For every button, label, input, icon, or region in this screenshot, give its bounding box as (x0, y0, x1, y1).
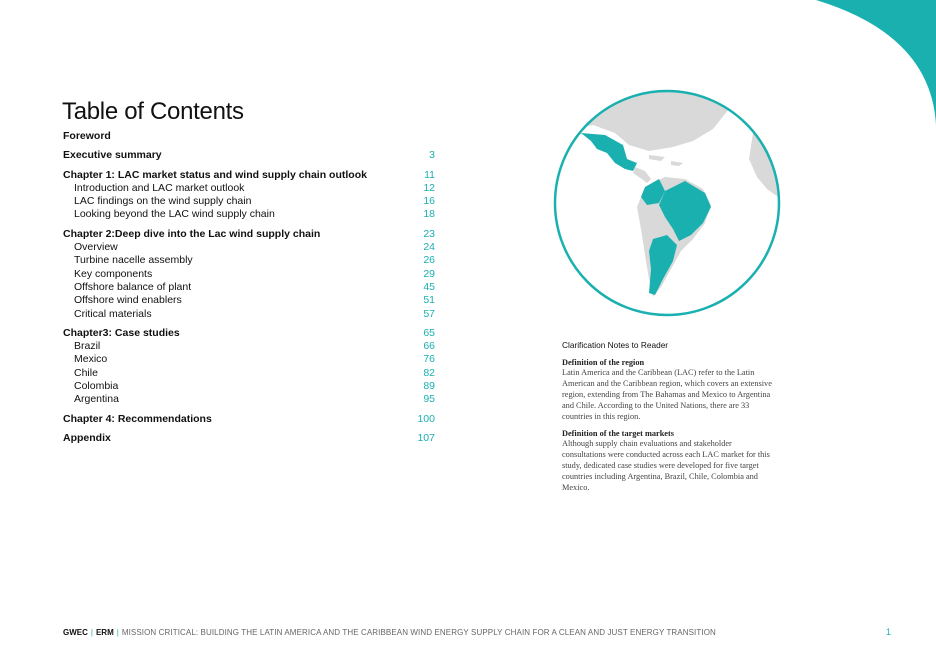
toc-sub-entry[interactable] (63, 268, 435, 281)
toc-sub-entry[interactable] (63, 340, 435, 353)
toc-page-number: 51 (423, 294, 435, 307)
toc-page-number: 100 (417, 412, 435, 425)
toc-page-number: 24 (423, 241, 435, 254)
toc-page-number: 89 (423, 380, 435, 393)
toc-entry-label: Chapter 4: Recommendations (63, 412, 212, 425)
toc-page-number: 66 (423, 340, 435, 353)
page-title: Table of Contents (62, 98, 244, 125)
toc-entry-label: Executive summary (63, 149, 162, 162)
toc-page-number: 57 (423, 307, 435, 320)
page-footer (63, 627, 891, 637)
toc-page-number: 82 (423, 366, 435, 379)
toc-entry-label: Appendix (63, 431, 111, 444)
note-heading-markets: Definition of the target markets (562, 429, 674, 438)
toc-entry-label: Foreword (63, 130, 111, 142)
footer-brand-erm: ERM (95, 627, 114, 637)
toc-sub-entry[interactable] (63, 308, 435, 321)
toc-entry-label: Offshore balance of plant (74, 280, 192, 293)
toc-chapter-entry[interactable] (63, 130, 435, 143)
toc-entry-label: LAC findings on the wind supply chain (74, 195, 252, 208)
toc-entry-label: Chapter 2:Deep dive into the Lac wind supply chain (63, 227, 321, 240)
toc-page-number: 3 (429, 149, 435, 162)
footer-text (63, 628, 716, 637)
toc-entry-label: Chapter3: Case studies (63, 326, 180, 339)
toc-page-number: 65 (423, 326, 435, 339)
toc-sub-entry[interactable] (63, 195, 435, 208)
page-number: 1 (885, 627, 891, 637)
toc-entry-label: Colombia (74, 380, 119, 393)
footer-caption: MISSION CRITICAL: BUILDING THE LATIN AMERICA AND THE CARIBBEAN WIND ENERGY SUPPLY CHAIN FOR A CLEAN AND JUST ENERGY TRANSITION (121, 627, 716, 637)
toc-page-number: 45 (423, 280, 435, 293)
toc-page-number: 95 (423, 393, 435, 406)
toc-sub-entry[interactable] (63, 281, 435, 294)
table-of-contents (63, 130, 435, 445)
toc-sub-entry[interactable] (63, 208, 435, 221)
toc-page-number: 18 (423, 208, 435, 221)
toc-page-number: 12 (423, 181, 435, 194)
toc-entry-label: Introduction and LAC market outlook (74, 181, 245, 194)
footer-separator: | (116, 627, 119, 637)
toc-page-number: 23 (423, 227, 435, 240)
toc-page-number: 11 (424, 168, 435, 181)
toc-entry-label: Overview (74, 241, 118, 254)
toc-entry-label: Argentina (74, 393, 119, 406)
toc-page-number: 107 (417, 431, 435, 444)
toc-chapter-entry[interactable] (63, 228, 435, 241)
toc-sub-entry[interactable] (63, 353, 435, 366)
note-body-region: Latin America and the Caribbean (LAC) refer to the Latin American and the Caribbean region, which covers an extensive region, extending from The Bahamas and Mexico to Argentina and Chile. According to the United Nations, there are 33 countries in this region. (562, 368, 772, 421)
toc-entry-label: Chapter 1: LAC market status and wind supply chain outlook (63, 168, 367, 181)
toc-sub-entry[interactable] (63, 254, 435, 267)
footer-brand-gwec: GWEC (63, 627, 88, 637)
toc-entry-label: Critical materials (74, 307, 152, 320)
note-body-markets: Although supply chain evaluations and stakeholder consultations were conducted across each LAC market for this study, dedicated case studies were developed for five target countries including Argentina, Brazil, Chile, Colombia and Mexico. (562, 439, 770, 492)
toc-sub-entry[interactable] (63, 241, 435, 254)
toc-sub-entry[interactable] (63, 367, 435, 380)
toc-entry-label: Turbine nacelle assembly (74, 254, 193, 267)
toc-entry-label: Looking beyond the LAC wind supply chain (74, 208, 275, 221)
toc-page-number: 16 (423, 195, 435, 208)
toc-sub-entry[interactable] (63, 380, 435, 393)
toc-entry-label: Brazil (74, 340, 101, 353)
toc-page-number: 26 (423, 254, 435, 267)
globe-map-icon (553, 89, 781, 317)
toc-chapter-entry[interactable] (63, 327, 435, 340)
footer-separator: | (90, 627, 93, 637)
toc-sub-entry[interactable] (63, 182, 435, 195)
notes-title: Clarification Notes to Reader (562, 340, 669, 350)
clarification-notes (562, 340, 774, 500)
toc-page-number: 29 (423, 267, 435, 280)
toc-entry-label: Mexico (74, 353, 108, 366)
toc-page-number: 76 (423, 353, 435, 366)
toc-chapter-entry[interactable] (63, 149, 435, 162)
toc-sub-entry[interactable] (63, 393, 435, 406)
toc-chapter-entry[interactable] (63, 413, 435, 426)
toc-sub-entry[interactable] (63, 294, 435, 307)
toc-chapter-entry[interactable] (63, 169, 435, 182)
toc-entry-label: Key components (74, 267, 153, 280)
corner-decoration-icon (816, 0, 936, 125)
toc-entry-label: Chile (74, 366, 98, 379)
note-heading-region: Definition of the region (562, 358, 645, 367)
toc-chapter-entry[interactable] (63, 432, 435, 445)
toc-entry-label: Offshore wind enablers (74, 294, 182, 307)
